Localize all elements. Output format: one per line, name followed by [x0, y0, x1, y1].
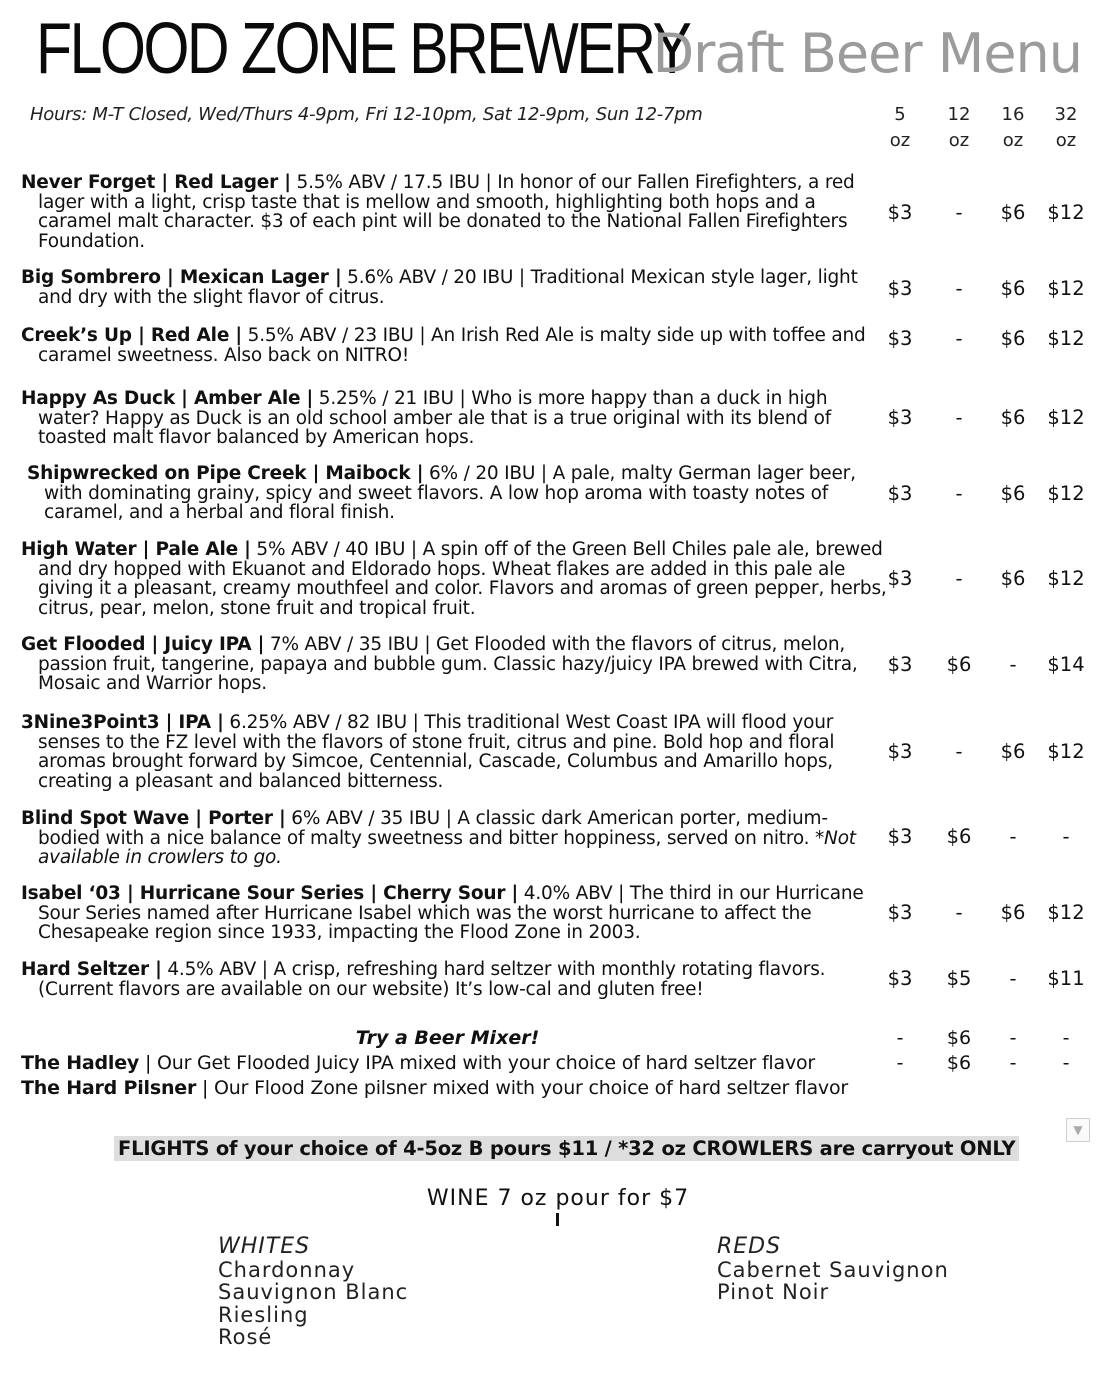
beer-description: Never Forget | Red Lager | 5.5% ABV / 17.5 IBU | In honor of our Fallen Firefighters, a red lager with a light, crisp taste that is mellow and smooth, highlighting both hops and a caramel malt character. $3 of each pint will be donated to the National Fallen Firefighters Foundation. [21, 172, 855, 252]
beer-name: Shipwrecked on Pipe Creek | Maibock | [27, 463, 424, 484]
size-32oz: 32 oz [1054, 104, 1078, 151]
size-12oz: 12 oz [947, 104, 971, 151]
reds-heading: REDS [717, 1234, 782, 1259]
beer-name: Never Forget | Red Lager | [21, 172, 291, 193]
price-32oz: $12 [1047, 740, 1085, 763]
price-12oz: - [955, 567, 963, 590]
price-5oz: $3 [887, 901, 913, 924]
price-16oz: $6 [1000, 567, 1026, 590]
mixer-price-12oz: $6 [946, 1052, 972, 1074]
wine-item: Riesling [218, 1302, 309, 1327]
mixer-heading-price-12oz: $6 [946, 1027, 972, 1049]
beer-name: Creek’s Up | Red Ale | [21, 325, 242, 346]
price-16oz: $6 [1000, 277, 1026, 300]
beer-description: High Water | Pale Ale | 5% ABV / 40 IBU | A spin off of the Green Bell Chiles pale ale, brewed and dry hopped with Ekuanot and Eldorado hops. Wheat flakes are added in this pale ale giving it a pleasant, creamy mouthfeel and color. Flavors and aromas of green pepper, herbs, citrus, pear, melon, stone fruit and tropical fruit. [21, 539, 887, 619]
hours-text: Hours: M-T Closed, Wed/Thurs 4-9pm, Fri 12-10pm, Sat 12-9pm, Sun 12-7pm [30, 104, 703, 125]
price-12oz: $5 [946, 967, 972, 990]
mixer-name: The Hadley [21, 1052, 140, 1074]
price-16oz: - [1009, 825, 1017, 848]
mixer-heading-price-16oz: - [1009, 1027, 1017, 1049]
chevron-down-icon: ▼ [1073, 1123, 1083, 1137]
beer-description: Get Flooded | Juicy IPA | 7% ABV / 35 IBU | Get Flooded with the flavors of citrus, melon, passion fruit, tangerine, papaya and bubble gum. Classic hazy/juicy IPA brewed with Citra, Mosaic and Warrior hops. [21, 634, 858, 694]
beer-description: Blind Spot Wave | Porter | 6% ABV / 35 IBU | A classic dark American porter, medium-bodied with a nice balance of malty sweetness and bitter hoppiness, served on nitro. *Not available in crowlers to go. [21, 808, 856, 868]
wine-title: WINE 7 oz pour for $7 [426, 1186, 690, 1211]
text-cursor [556, 1213, 559, 1226]
mixer-price-16oz: - [1009, 1052, 1017, 1074]
price-32oz: - [1062, 825, 1070, 848]
price-32oz: $12 [1047, 901, 1085, 924]
size-5oz: 5 oz [889, 104, 911, 151]
price-16oz: $6 [1000, 201, 1026, 224]
price-5oz: $3 [887, 740, 913, 763]
price-16oz: - [1009, 653, 1017, 676]
mixer-price-32oz: - [1062, 1052, 1070, 1074]
price-5oz: $3 [887, 567, 913, 590]
mixer-price-5oz: - [896, 1052, 904, 1074]
price-12oz: $6 [946, 825, 972, 848]
price-12oz: - [955, 482, 963, 505]
price-12oz: - [955, 277, 963, 300]
wine-item: Rosé [218, 1325, 273, 1349]
beer-description: Isabel ‘03 | Hurricane Sour Series | Cherry Sour | 4.0% ABV | The third in our Hurricane Sour Series named after Hurricane Isabel which was the worst hurricane to affect the Chesapeake region since 1933, impacting the Flood Zone in 2003. [21, 883, 864, 943]
brewery-name: FLOOD ZONE BREWERY [36, 9, 690, 89]
reds-list [717, 1236, 949, 1304]
mixer-heading: Try a Beer Mixer! [355, 1027, 540, 1049]
beer-name: Happy As Duck | Amber Ale | [21, 388, 314, 409]
mixer-name: The Hard Pilsner [21, 1077, 197, 1099]
wine-item: Chardonnay [218, 1257, 356, 1282]
beer-name: Isabel ‘03 | Hurricane Sour Series | Cherry Sour | [21, 883, 519, 904]
price-12oz: - [955, 406, 963, 429]
mixer-heading-price-32oz: - [1062, 1027, 1070, 1049]
price-32oz: $12 [1047, 406, 1085, 429]
whites-heading: WHITES [218, 1234, 311, 1259]
beer-name: 3Nine3Point3 | IPA | [21, 712, 224, 733]
price-16oz: - [1009, 967, 1017, 990]
flights-banner: FLIGHTS of your choice of 4-5oz B pours $11 / *32 oz CROWLERS are carryout ONLY [114, 1136, 1019, 1161]
beer-name: Blind Spot Wave | Porter | [21, 808, 286, 829]
price-32oz: $12 [1047, 201, 1085, 224]
price-16oz: $6 [1000, 327, 1026, 350]
price-32oz: $12 [1047, 327, 1085, 350]
price-5oz: $3 [887, 482, 913, 505]
beer-description: Shipwrecked on Pipe Creek | Maibock | 6% / 20 IBU | A pale, malty German lager beer, with dominating grainy, spicy and sweet flavors. A low hop aroma with toasty notes of caramel, and a herbal and floral finish. [27, 463, 856, 523]
price-16oz: $6 [1000, 740, 1026, 763]
beer-name: Hard Seltzer | [21, 959, 162, 980]
price-5oz: $3 [887, 327, 913, 350]
beer-description: Hard Seltzer | 4.5% ABV | A crisp, refreshing hard seltzer with monthly rotating flavors. (Current flavors are available on our website) It’s low-cal and gluten free! [21, 959, 826, 1000]
price-32oz: $12 [1047, 482, 1085, 505]
beer-name: High Water | Pale Ale | [21, 539, 251, 560]
price-16oz: $6 [1000, 406, 1026, 429]
price-16oz: $6 [1000, 482, 1026, 505]
price-5oz: $3 [887, 653, 913, 676]
dropdown-toggle[interactable] [1066, 1118, 1090, 1142]
wine-item: Pinot Noir [717, 1280, 830, 1304]
beer-name: Get Flooded | Juicy IPA | [21, 634, 265, 655]
crowler-note: *Not available in crowlers to go. [38, 827, 856, 868]
price-5oz: $3 [887, 967, 913, 990]
price-16oz: $6 [1000, 901, 1026, 924]
beer-description: Happy As Duck | Amber Ale | 5.25% / 21 IBU | Who is more happy than a duck in high water? Happy as Duck is an old school amber ale that is a true original with its blend of toasted malt flavor balanced by American hops. [21, 388, 832, 448]
mixer-item: The Hard Pilsner | Our Flood Zone pilsner mixed with your choice of hard seltzer flavor [21, 1077, 848, 1099]
wine-item: Cabernet Sauvignon [717, 1257, 949, 1282]
price-32oz: $11 [1047, 967, 1085, 990]
wine-item: Sauvignon Blanc [218, 1280, 409, 1304]
price-5oz: $3 [887, 277, 913, 300]
beer-name: Big Sombrero | Mexican Lager | [21, 267, 342, 288]
price-12oz: - [955, 201, 963, 224]
price-12oz: - [955, 327, 963, 350]
mixer-heading-price-5oz: - [896, 1027, 904, 1049]
mixer-item: The Hadley | Our Get Flooded Juicy IPA mixed with your choice of hard seltzer flavor [21, 1052, 816, 1074]
price-32oz: $12 [1047, 567, 1085, 590]
size-16oz: 16 oz [1001, 104, 1025, 151]
beer-description: Creek’s Up | Red Ale | 5.5% ABV / 23 IBU | An Irish Red Ale is malty side up with toffee and caramel sweetness. Also back on NITRO! [21, 325, 866, 366]
price-32oz: $12 [1047, 277, 1085, 300]
price-12oz: - [955, 740, 963, 763]
page-title: Draft Beer Menu [652, 22, 1082, 85]
whites-list [218, 1236, 408, 1349]
price-5oz: $3 [887, 825, 913, 848]
price-5oz: $3 [887, 201, 913, 224]
price-5oz: $3 [887, 406, 913, 429]
beer-description: 3Nine3Point3 | IPA | 6.25% ABV / 82 IBU | This traditional West Coast IPA will flood your senses to the FZ level with the flavors of stone fruit, citrus and pine. Bold hop and floral aromas brought forward by Simcoe, Centennial, Cascade, Columbus and Amarillo hops, creating a pleasant and balanced bitterness. [21, 712, 835, 792]
price-12oz: - [955, 901, 963, 924]
beer-description: Big Sombrero | Mexican Lager | 5.6% ABV / 20 IBU | Traditional Mexican style lager, light and dry with the slight flavor of citrus. [21, 267, 858, 308]
price-32oz: $14 [1047, 653, 1085, 676]
price-12oz: $6 [946, 653, 972, 676]
